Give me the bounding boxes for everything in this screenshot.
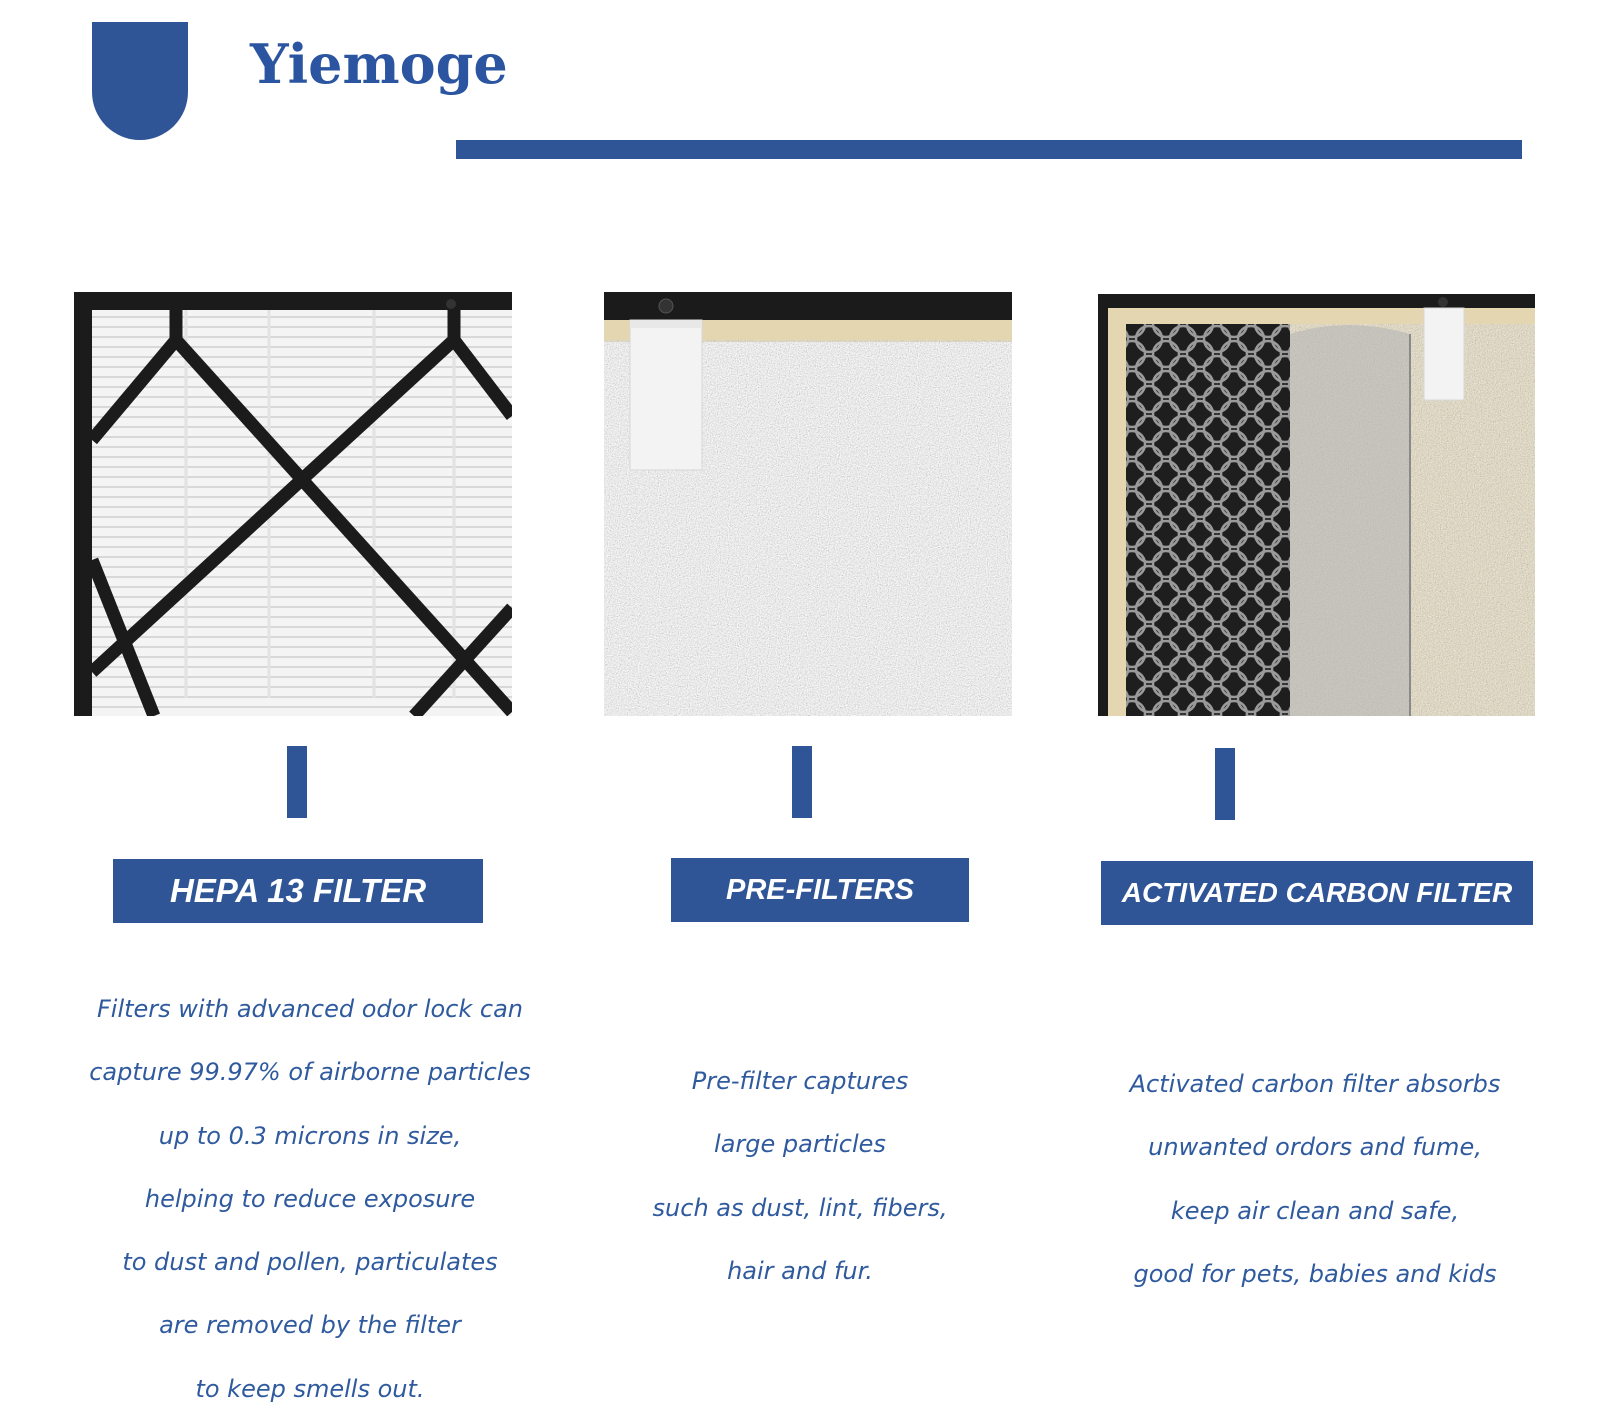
carbon-filter-image [1098, 294, 1535, 716]
description-line: large particles [714, 1130, 886, 1159]
pre-filter-description [580, 1050, 1020, 1303]
carbon-filter-label: ACTIVATED CARBON FILTER [1101, 861, 1533, 925]
description-line: unwanted ordors and fume, [1148, 1133, 1482, 1162]
pre-filter-image [604, 292, 1012, 716]
description-line: helping to reduce exposure [144, 1184, 476, 1213]
description-line: Pre-filter captures [691, 1067, 909, 1095]
header-divider-bar [456, 140, 1522, 159]
description-line: good for pets, babies and kids [1133, 1259, 1497, 1288]
carbon-connector-bar [1215, 748, 1235, 820]
pre-filter-connector-bar [792, 746, 812, 818]
hepa-filter-image [74, 292, 512, 716]
brand-name: Yiemoge [250, 32, 508, 96]
hepa-connector-bar [287, 746, 307, 818]
carbon-filter-description [1080, 1053, 1550, 1306]
description-line: to keep smells out. [195, 1374, 425, 1403]
brand-logo-shield [92, 22, 188, 140]
description-line: are removed by the filter [159, 1311, 461, 1340]
description-line: up to 0.3 microns in size, [158, 1121, 462, 1150]
pre-filter-label: PRE-FILTERS [671, 858, 969, 922]
description-line: Activated carbon filter absorbs [1129, 1070, 1501, 1098]
description-line: such as dust, lint, fibers, [652, 1193, 948, 1222]
description-line: Filters with advanced odor lock can [96, 995, 524, 1023]
description-line: to dust and pollen, particulates [122, 1248, 498, 1277]
hepa-filter-label: HEPA 13 FILTER [113, 859, 483, 923]
description-line: capture 99.97% of airborne particles [89, 1058, 531, 1087]
hepa-filter-description [40, 978, 580, 1421]
description-line: keep air clean and safe, [1170, 1196, 1460, 1225]
description-line: hair and fur. [727, 1256, 873, 1285]
